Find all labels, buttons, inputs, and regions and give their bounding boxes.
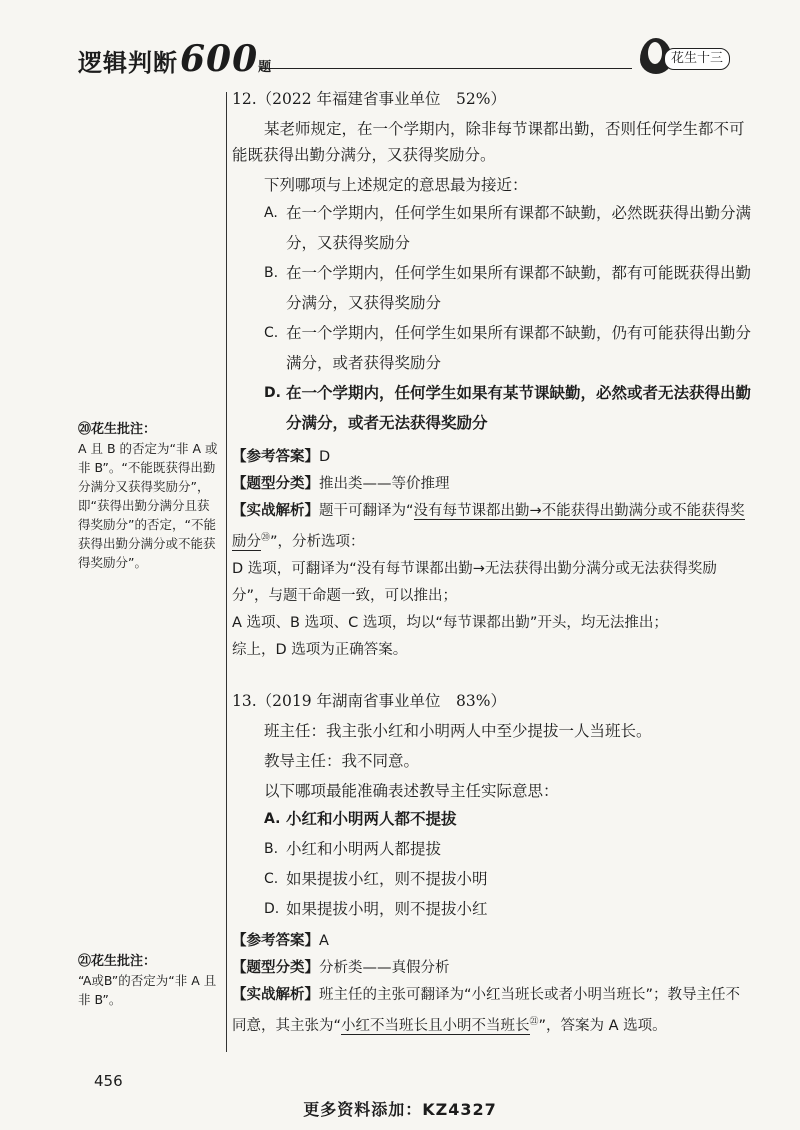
book-title-suffix: 题 [258, 60, 273, 75]
page-number: 456 [94, 1072, 123, 1090]
side-note-21 [78, 952, 218, 1009]
analysis-text: ”，答案为 A 选项。 [538, 1017, 667, 1034]
answer-line [232, 444, 752, 471]
side-note-title: ㉑花生批注： [78, 954, 157, 969]
question-13-prompt: 以下哪项最能准确表述教导主任实际意思： [264, 781, 559, 800]
header-rule [260, 68, 632, 69]
footnote-marker: ㉑ [529, 1016, 539, 1027]
option-c [232, 864, 752, 894]
type-label: 【题型分类】 [232, 959, 319, 976]
analysis-line [232, 982, 752, 1040]
footer-text: 更多资料添加：KZ4327 [303, 1100, 497, 1119]
option-letter: D. [264, 900, 280, 917]
analysis-label: 【实战解析】 [232, 986, 319, 1003]
question-13-header: 13.（2019 年湖南省事业单位 83%） [232, 691, 506, 710]
option-text: 在一个学期内，任何学生如果所有课都不缺勤，必然既获得出勤分满分，又获得奖励分 [286, 204, 752, 252]
analysis-underlined: 小红不当班长且小明不当班长 [341, 1017, 530, 1034]
option-letter: A. [264, 810, 281, 827]
option-d [232, 378, 752, 438]
question-12-stem: 某老师规定，在一个学期内，除非每节课都出勤，否则任何学生都不可能既获得出勤分满分，又获得奖励分。 [232, 120, 745, 164]
analysis-conclusion: 综上，D 选项为正确答案。 [232, 641, 408, 658]
type-value: 推出类——等价推理 [319, 476, 450, 492]
option-c [232, 318, 752, 378]
option-b [232, 834, 752, 864]
option-d [232, 894, 752, 924]
spacer [232, 664, 752, 688]
option-text: 小红和小明两人都提拔 [286, 839, 442, 858]
side-note-20 [78, 420, 218, 572]
question-13-line1: 班主任：我主张小红和小明两人中至少提拔一人当班长。 [264, 721, 652, 740]
option-text: 如果提拔小红，则不提拔小明 [286, 869, 488, 888]
question-13-line2: 教导主任：我不同意。 [264, 751, 420, 770]
question-12-header: 12.（2022 年福建省事业单位 52%） [232, 90, 506, 108]
answer-line [232, 928, 752, 955]
option-text: 小红和小明两人都不提拔 [286, 808, 457, 828]
side-note-body: “A或B”的否定为“非 A 且非 B”。 [78, 973, 217, 1007]
analysis-text: 班主任的主张可翻译为“小红当班长或者小明当班长”；教导主任不同意，其主张为“ [232, 986, 741, 1034]
type-line [232, 471, 752, 498]
option-letter: B. [264, 265, 279, 281]
answer-value: D [319, 449, 331, 465]
analysis-line [232, 498, 752, 556]
page-header [70, 38, 740, 78]
option-a [232, 804, 752, 834]
side-note-title: ⑳花生批注： [78, 422, 157, 437]
answer-value: A [319, 932, 329, 949]
analysis-d: D 选项，可翻译为“没有每节课都出勤→无法获得出勤分满分或无法获得奖励分”，与题干命题一致，可以推出； [232, 560, 717, 604]
book-title-text: 逻辑判断 [78, 49, 178, 77]
option-letter: A. [264, 205, 278, 221]
option-letter: D. [264, 385, 281, 401]
analysis-text: ”，分析选项： [270, 533, 365, 550]
type-line [232, 955, 752, 982]
type-label: 【题型分类】 [232, 476, 319, 492]
side-note-body: A 且 B 的否定为“非 A 或非 B”。“不能既获得出勤分满分又获得奖励分”，即“获得出勤分满分且获得奖励分”的否定，“不能获得出勤分满分或不能获得奖励分”。 [78, 441, 218, 570]
option-letter: B. [264, 840, 279, 857]
option-text: 在一个学期内，任何学生如果所有课都不缺勤，仍有可能获得出勤分满分，或者获得奖励分 [286, 324, 752, 372]
book-title-number: 600 [180, 38, 259, 80]
footnote-marker: ⑳ [261, 533, 271, 543]
option-a [232, 198, 752, 258]
main-content [232, 86, 752, 1040]
book-title [78, 38, 272, 80]
option-text: 在一个学期内，任何学生如果有某节课缺勤，必然或者无法获得出勤分满分，或者无法获得奖励分 [286, 383, 752, 432]
brand-name: 花生十三 [664, 48, 730, 70]
analysis-underlined: 没有每节课都出勤→不能获得出勤满分或不能获得奖励分 [232, 503, 745, 550]
type-value: 分析类——真假分析 [319, 959, 450, 976]
analysis-label: 【实战解析】 [232, 503, 319, 519]
option-letter: C. [264, 325, 279, 341]
margin-divider [226, 92, 227, 1052]
answer-label: 【参考答案】 [232, 932, 319, 949]
analysis-abc: A 选项、B 选项、C 选项，均以“每节课都出勤”开头，均无法推出； [232, 614, 668, 631]
option-b [232, 258, 752, 318]
analysis-text: 题干可翻译为“ [319, 503, 414, 519]
option-letter: C. [264, 870, 279, 887]
option-text: 在一个学期内，任何学生如果所有课都不缺勤，都有可能既获得出勤分满分，又获得奖励分 [286, 264, 752, 312]
question-12-prompt: 下列哪项与上述规定的意思最为接近： [264, 176, 528, 194]
answer-label: 【参考答案】 [232, 449, 319, 465]
brand-logo [640, 40, 740, 74]
option-text: 如果提拔小明，则不提拔小红 [286, 899, 488, 918]
